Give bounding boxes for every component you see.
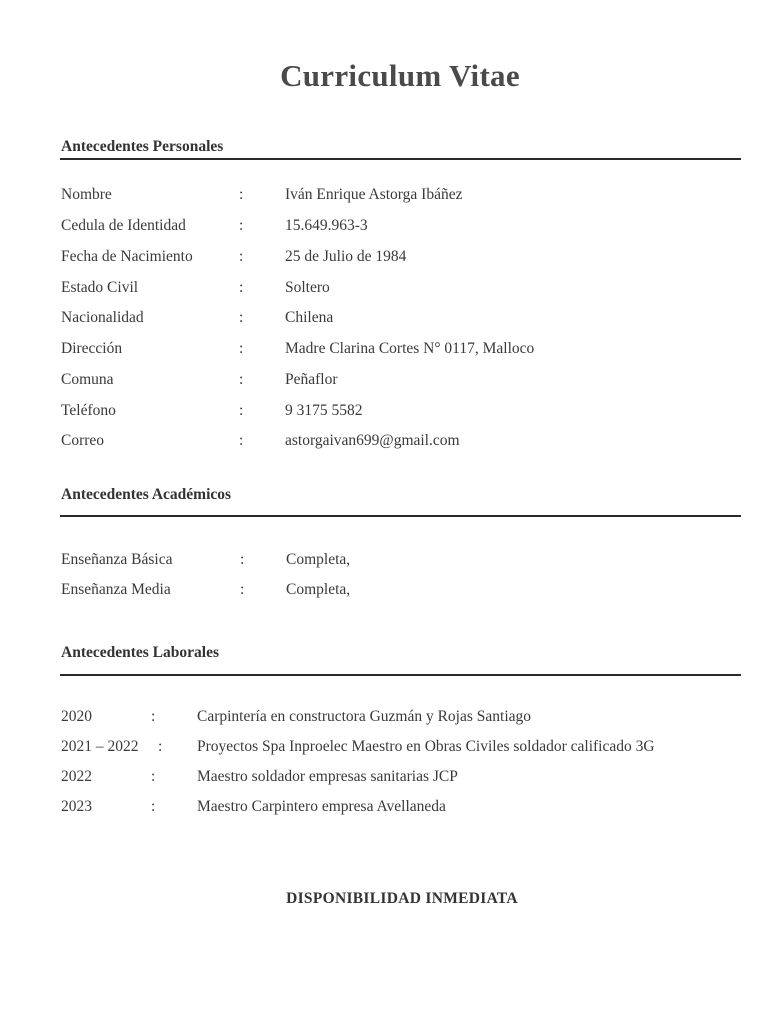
row-value: Maestro soldador empresas sanitarias JCP xyxy=(197,768,458,785)
row-separator: : xyxy=(239,402,244,419)
section-heading-academic: Antecedentes Académicos xyxy=(61,486,232,503)
row-separator: : xyxy=(239,309,244,326)
row-value: 25 de Julio de 1984 xyxy=(285,248,407,265)
row-label: Dirección xyxy=(61,340,123,357)
row-value: Peñaflor xyxy=(285,371,338,388)
row-label: Enseñanza Básica xyxy=(61,551,173,568)
section-heading-personal: Antecedentes Personales xyxy=(61,138,224,155)
row-label: Nacionalidad xyxy=(61,309,144,326)
row-separator: : xyxy=(239,340,244,357)
row-value: Completa, xyxy=(286,551,351,568)
row-label: Correo xyxy=(61,432,105,449)
row-separator: : xyxy=(239,432,244,449)
row-label: Teléfono xyxy=(61,402,116,419)
section-divider xyxy=(60,674,741,676)
row-separator: : xyxy=(158,738,163,755)
row-separator: : xyxy=(151,708,156,725)
row-separator: : xyxy=(240,581,245,598)
row-separator: : xyxy=(240,551,245,568)
availability-note: DISPONIBILIDAD INMEDIATA xyxy=(286,890,518,907)
row-label: Nombre xyxy=(61,186,112,203)
row-value: Proyectos Spa Inproelec Maestro en Obras Civiles soldador calificado 3G xyxy=(197,738,655,755)
row-value: Completa, xyxy=(286,581,351,598)
section-divider xyxy=(60,158,741,160)
row-separator: : xyxy=(151,798,156,815)
document-title: Curriculum Vitae xyxy=(280,58,520,93)
row-label: 2023 xyxy=(61,798,92,815)
row-value: 15.649.963-3 xyxy=(285,217,368,234)
row-label: Comuna xyxy=(61,371,114,388)
section-heading-labor: Antecedentes Laborales xyxy=(61,644,219,661)
row-label: 2021 – 2022 xyxy=(61,738,139,755)
row-value: Soltero xyxy=(285,279,330,296)
row-label: Fecha de Nacimiento xyxy=(61,248,193,265)
row-label: Enseñanza Media xyxy=(61,581,171,598)
row-label: 2020 xyxy=(61,708,92,725)
row-separator: : xyxy=(239,279,244,296)
row-separator: : xyxy=(239,248,244,265)
section-divider xyxy=(60,515,741,517)
row-value: Madre Clarina Cortes N° 0117, Malloco xyxy=(285,340,535,357)
row-label: Estado Civil xyxy=(61,279,139,296)
row-value: 9 3175 5582 xyxy=(285,402,363,419)
row-separator: : xyxy=(239,186,244,203)
row-separator: : xyxy=(151,768,156,785)
row-value: astorgaivan699@gmail.com xyxy=(285,432,460,449)
row-separator: : xyxy=(239,217,244,234)
row-separator: : xyxy=(239,371,244,388)
row-value: Iván Enrique Astorga Ibáñez xyxy=(285,186,463,203)
row-value: Maestro Carpintero empresa Avellaneda xyxy=(197,798,446,815)
row-value: Chilena xyxy=(285,309,334,326)
row-label: 2022 xyxy=(61,768,92,785)
row-value: Carpintería en constructora Guzmán y Rojas Santiago xyxy=(197,708,532,725)
row-label: Cedula de Identidad xyxy=(61,217,186,234)
